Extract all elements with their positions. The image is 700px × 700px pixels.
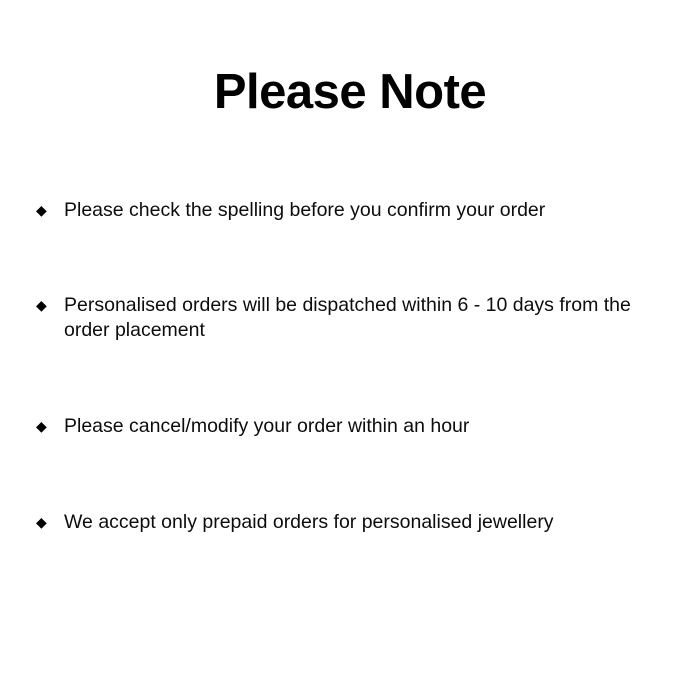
spacer xyxy=(36,224,664,293)
list-item xyxy=(36,198,664,224)
list-item xyxy=(36,293,664,344)
list-item-text: Personalised orders will be dispatched within 6 - 10 days from the order placement xyxy=(64,293,631,342)
page-title: Please Note xyxy=(213,65,487,119)
diamond-bullet-icon: ◆ xyxy=(36,418,47,435)
diamond-bullet-icon: ◆ xyxy=(36,202,47,218)
diamond-bullet-icon: ◆ xyxy=(36,513,47,530)
list-item xyxy=(36,414,664,440)
notes-list xyxy=(36,198,664,536)
spacer xyxy=(36,344,664,414)
diamond-bullet-icon: ◆ xyxy=(36,296,47,313)
list-item-text: Please cancel/modify your order within an hour xyxy=(64,415,470,438)
spacer xyxy=(36,440,664,510)
list-item xyxy=(36,510,664,536)
list-item-text: We accept only prepaid orders for personalised jewellery xyxy=(64,510,554,533)
list-item-text: Please check the spelling before you confirm your order xyxy=(64,199,546,221)
